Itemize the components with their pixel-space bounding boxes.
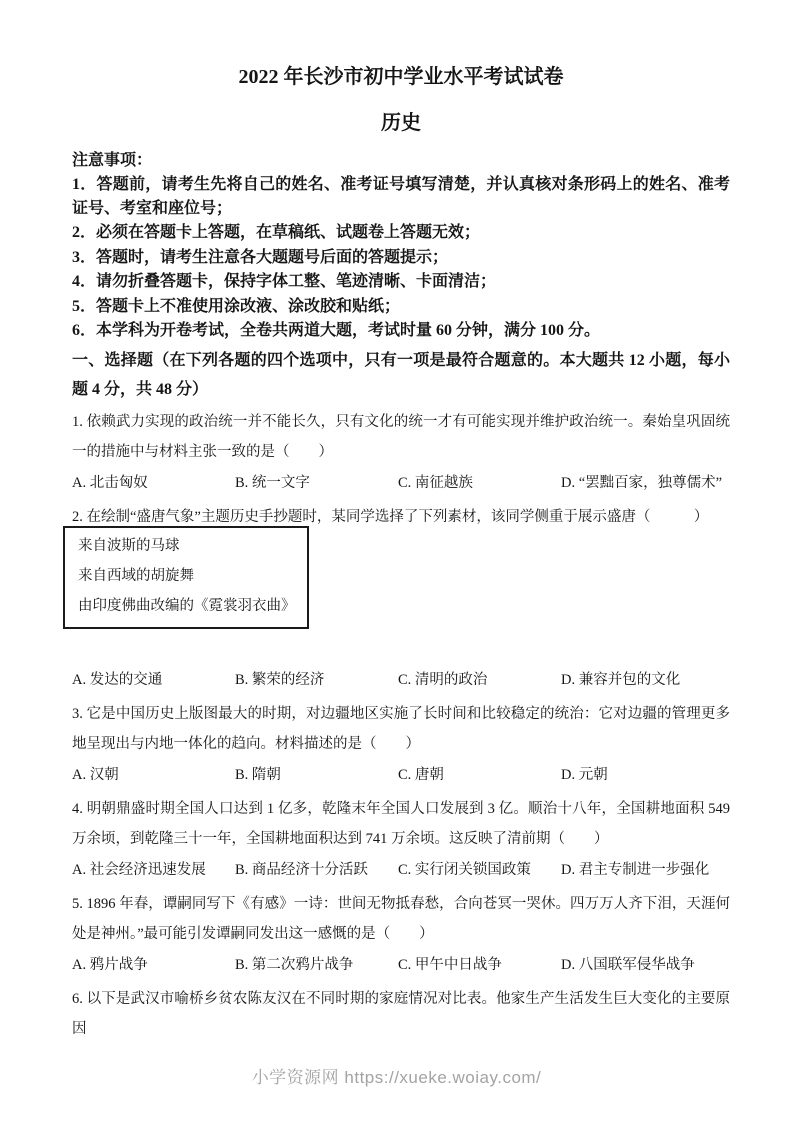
question-2-option-d: D. 兼容并包的文化	[561, 671, 681, 688]
question-3-option-b: B. 隋朝	[235, 766, 281, 783]
notice-item-2: 2．必须在答题卡上答题，在草稿纸、试题卷上答题无效；	[72, 224, 481, 241]
page-title: 2022 年长沙市初中学业水平考试试卷	[238, 66, 564, 88]
section-heading-choice: 一、选择题（在下列各题的四个选项中，只有一项是最符合题意的。本大题共 12 小题，每小题 4 分，共 48 分）	[72, 351, 730, 398]
question-5-option-b: B. 第二次鸦片战争	[235, 956, 354, 973]
question-4-option-d: D. 君主专制进一步强化	[561, 861, 710, 878]
question-1-option-b: B. 统一文字	[235, 474, 310, 491]
question-3-option-c: C. 唐朝	[398, 766, 444, 783]
notice-item-6: 6．本学科为开卷考试，全卷共两道大题，考试时量 60 分钟，满分 100 分。	[72, 322, 601, 339]
question-1-option-a: A. 北击匈奴	[72, 474, 148, 491]
question-2-material-box	[63, 526, 309, 629]
footer-text: 小学资源网 https://xueke.woiay.com/	[251, 1068, 542, 1087]
question-4-stem: 4. 明朝鼎盛时期全国人口达到 1 亿多，乾隆末年全国人口发展到 3 亿。顺治十八年，全国耕地面积 549 万余顷，到乾隆三十一年，全国耕地面积达到 741 万余顷。这反映了清前期（ ）	[72, 800, 730, 847]
material-line-3: 由印度佛曲改编的《霓裳羽衣曲》	[78, 597, 296, 614]
notice-heading: 注意事项：	[72, 152, 153, 169]
question-1-stem: 1. 依赖武力实现的政治统一并不能长久，只有文化的统一才有可能实现并维护政治统一。秦始皇巩固统一的措施中与材料主张一致的是（ ）	[72, 413, 730, 460]
exam-content	[72, 0, 730, 1044]
question-3-option-a: A. 汉朝	[72, 766, 119, 783]
question-5-option-d: D. 八国联军侵华战争	[561, 956, 695, 973]
question-5-option-a: A. 鸦片战争	[72, 956, 148, 973]
question-3-stem: 3. 它是中国历史上版图最大的时期，对边疆地区实施了长时间和比较稳定的统治：它对边疆的管理更多地呈现出与内地一体化的趋向。材料描述的是（ ）	[72, 705, 730, 752]
question-3-options	[72, 761, 730, 789]
question-2-option-c: C. 清明的政治	[398, 671, 488, 688]
material-line-1: 来自波斯的马球	[78, 537, 180, 554]
question-4-option-a: A. 社会经济迅速发展	[72, 861, 206, 878]
question-5-options	[72, 951, 730, 979]
question-4-option-b: B. 商品经济十分活跃	[235, 861, 368, 878]
question-2-option-b: B. 繁荣的经济	[235, 671, 325, 688]
notice-item-5: 5．答题卡上不准使用涂改液、涂改胶和贴纸；	[72, 297, 401, 315]
question-2-option-a: A. 发达的交通	[72, 671, 163, 688]
question-1-option-c: C. 南征越族	[398, 474, 473, 491]
notice-item-3: 3．答题时，请考生注意各大题题号后面的答题提示；	[72, 248, 449, 266]
subject-title: 历史	[381, 112, 421, 134]
question-2-options	[72, 666, 730, 694]
question-2-stem: 2. 在绘制“盛唐气象”主题历史手抄题时，某同学选择了下列素材，该同学侧重于展示盛唐（ ）	[72, 508, 709, 525]
question-1-option-d: D. “罢黜百家，独尊儒术”	[561, 474, 723, 491]
question-5-stem: 5. 1896 年春，谭嗣同写下《有感》一诗：世间无物抵春愁，合向苍冥一哭休。四万万人齐下泪，天涯何处是神州。”最可能引发谭嗣同发出这一感慨的是（ ）	[72, 895, 730, 942]
question-6-stem: 6. 以下是武汉市喻桥乡贫农陈友汉在不同时期的家庭情况对比表。他家生产生活发生巨大变化的主要原因	[72, 990, 730, 1037]
question-3-option-d: D. 元朝	[561, 766, 608, 783]
question-1-options	[72, 469, 730, 497]
notice-item-1: 1．答题前，请考生先将自己的姓名、准考证号填写清楚，并认真核对条形码上的姓名、准考证号、考室和座位号；	[72, 176, 730, 217]
material-line-2: 来自西域的胡旋舞	[78, 567, 194, 584]
notice-item-4: 4．请勿折叠答题卡，保持字体工整、笔迹清晰、卡面清洁；	[72, 273, 497, 290]
footer-watermark	[0, 1063, 793, 1088]
question-4-option-c: C. 实行闭关锁国政策	[398, 861, 531, 878]
question-5-option-c: C. 甲午中日战争	[398, 956, 502, 973]
question-4-options	[72, 856, 730, 884]
